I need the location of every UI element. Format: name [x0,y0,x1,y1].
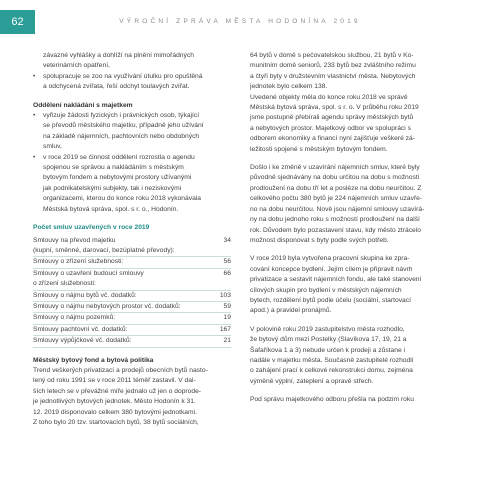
stats-label: Smlouvy o nájmu pozemků: [33,314,116,322]
text-line: nadále v majetku města. Současně zastupitelé rozhodli [250,356,414,364]
bullet-item [33,72,231,93]
stats-label: o zřízení služebnosti: [33,280,96,288]
stats-label: Smlouvy o uzavření budoucí smlouvy [33,269,144,277]
text-line: ších letech se v převážné míře jednalo už jen o doprode- [33,387,202,395]
paragraph [250,51,455,155]
text-line: rok. Důvodem bylo pozastavení stavu, kdy město ztrácelo [250,226,421,234]
text-line: organizacemi, kterou do konce roku 2018 vykonávala [43,195,201,203]
section-heading: Městský bytový fond a bytová politika [33,356,154,364]
left-column [33,51,231,428]
text-line: Městská bytová správa, spol. s r. o. V průběhu roku 2019 [250,104,419,112]
text-line: vyřizuje žádosti fyzických i právnických osob, týkající [43,112,200,120]
stats-label: (kupní, směnné, darovací, bezúplatné převody): [33,246,175,254]
stats-row [33,257,231,268]
stats-label: Smlouvy o nájmu nebytových prostor vč. dodatků: [33,302,181,310]
continued-text [33,51,231,72]
stats-heading: Počet smluv uzavřených v roce 2019 [33,224,150,232]
stats-row [33,325,231,336]
text-line: výměně výplní, zateplení a opravě střech. [250,377,374,385]
stats-row [33,302,231,313]
text-line: 64 bytů v domě s pečovatelskou službou, 21 bytů v Ko- [250,52,414,59]
text-line: v roce 2019 se činnost oddělení rozrostla o agendu [43,153,195,161]
running-header: VÝROČNÍ ZPRÁVA MĚSTA HODONÍNA 2019 [119,18,361,25]
paragraph [33,366,231,428]
stats-value: 66 [223,269,231,277]
text-line: smluv, [43,143,62,151]
stats-value: 34 [223,236,231,244]
stats-label: Smlouvy na převod majetku [33,236,116,244]
text-line: ležitosti spojené s městským bytovým fondem. [250,145,388,153]
text-line: celkového počtu 380 bytů je 224 nájemních smluv uzavře- [250,195,423,203]
text-line: V roce 2019 byla vytvořena pracovní skupina ke zpra- [250,255,410,263]
text-line: odborem ekonomiky a financí nyní zajišťuje veškeré zá- [250,135,415,143]
stats-row [33,336,231,347]
text-line: a odchycená zvířata, řeší odchyt toulavých zvířat. [43,83,190,91]
text-line: Uvedené objekty měla do konce roku 2018 ve správě [250,93,408,101]
text-line: no na dobu neurčitou. Nově jsou nájemní smlouvy uzavírá- [250,205,425,213]
stats-value: 167 [219,325,231,333]
paragraph [250,254,455,316]
text-line: jednotek bylo celkem 138. [250,83,328,91]
text-line: na základě nájemních, pachtovních nebo obdobných [43,132,200,140]
paragraph [250,163,455,246]
stats-row [33,291,231,302]
stats-row [33,313,231,324]
text-line: bytovým fondem a nebytovými prostory užívanými [43,174,192,182]
text-line: o zahájení prací k celkové rekonstrukci domu, zejména [250,367,413,375]
stats-label: Smlouvy výpůjčkové vč. dodatků: [33,337,132,345]
paragraph [250,325,455,387]
text-line: je jednotlivých bytových jednotek. Město Hodonín k 31. [33,398,196,406]
text-line: se převodů městského majetku, případně jeho užívání [43,122,204,130]
stats-value: 56 [223,258,231,266]
stats-label: Smlouvy o zřízení služebnosti: [33,258,124,266]
stats-label: Smlouvy pachtovní vč. dodatků: [33,325,128,333]
text-line: spolupracuje se zoo na využívání útulku pro opuštěná [43,72,203,80]
text-line: že bytový dům mezi Postelky (Slavíkova 17, 19, 21 a [250,336,407,344]
bullet-item [33,111,231,153]
stats-row [33,236,231,258]
text-line: cílových skupin pro bydlení v městských nájemních [250,286,402,294]
text-line: cování koncepce bydlení. Jejím cílem je připravit návrh [250,265,413,273]
text-line: Šafaříkova 1 a 3) nebude určen k prodeji a zůstane i [250,346,406,354]
section-heading: Oddělení nakládání s majetkem [33,101,133,109]
stats-value: 59 [223,302,231,310]
page-number: 62 [0,10,35,34]
text-line: Z toho bylo 20 tzv. startovacích bytů, 38 bytů sociálních, [33,419,199,426]
text-line: Trend veškerých privatizací a prodejů obecních bytů nasto- [33,366,208,374]
text-line: a nebytových prostor. Majetkový odbor ve spolupráci s [250,124,411,132]
text-line: původně sjednávány na dobu určitou na dobu s možností [250,174,420,182]
text-line: lený od roku 1991 se v roce 2011 téměř zastavil. V dal- [33,377,196,385]
right-column [250,51,455,406]
text-line: apod.) a pravidel pronájmů. [250,307,332,315]
stats-row [33,269,231,279]
stats-row-top [33,236,231,246]
contracts-stats-table [33,236,231,348]
stats-value: 19 [223,314,231,322]
stats-value: 103 [219,291,231,299]
text-line: Pod správu majetkového odboru přešla na podzim roku [250,396,414,404]
text-line: a čtyři byty v družstevním vlastnictví města. Nebytových [250,72,416,80]
text-line: bytech, rozdělení bytů podle účelu (sociální, startovací [250,296,411,304]
text-line: V polovině roku 2019 zastupitelstvo města rozhodlo, [250,325,405,333]
text-line: Došlo i ke změně v uzavírání nájemních smluv, které byly [250,164,420,172]
text-line: veterinárních opatření, [43,62,110,70]
text-line: ny na dobu jednoho roku s možností prodloužení na další [250,216,420,224]
text-line: možnost disponovat s byty podle svých potřeb. [250,236,389,244]
text-line: prodloužení na dobu tří let a posléze na dobu neurčitou. Z [250,184,422,192]
text-line: spojenou se správou a nakládáním s městským [43,164,184,172]
text-line: Městská bytová správa, spol. s r. o., Hodonín. [43,205,179,213]
text-line: privatizace a sestavit nájemních fondu, ale také stanovení [250,276,422,284]
stats-value: 21 [223,337,231,345]
text-line: 12. 2019 disponovalo celkem 380 bytovými jednotkami. [33,408,197,416]
paragraph [250,395,455,405]
text-line: munitním domě seniorů, 233 bytů bez zvláštního režimu [250,62,416,70]
bullet-item [33,153,231,215]
text-line: jsme postupně přebírali agendu správy městských bytů [250,114,414,122]
stats-label: Smlouvy o nájmu bytů vč. dodatků: [33,291,137,299]
stats-row [33,279,231,290]
text-line: závazné vyhlášky a dohlíží na plnění mimořádných [43,52,194,59]
text-line: jak podnikatelskými subjekty, tak i neziskovými [43,184,182,192]
